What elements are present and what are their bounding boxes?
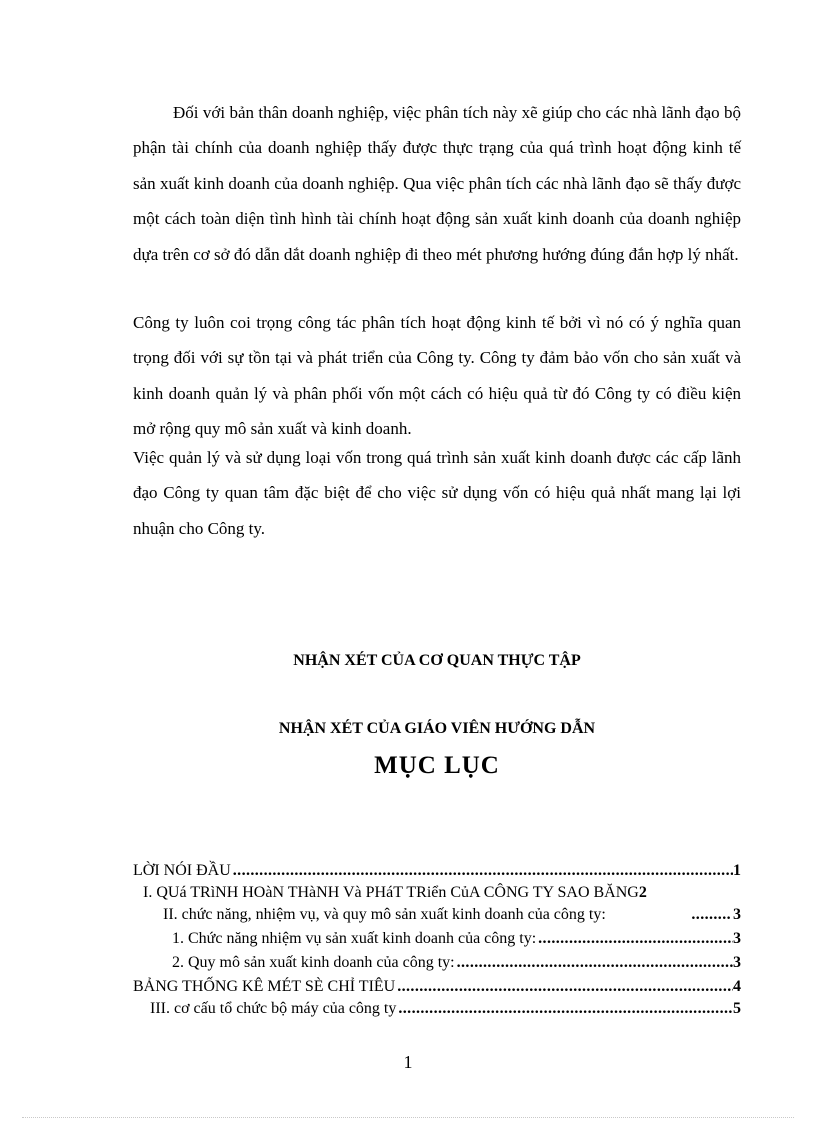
paragraph-capital-management: Việc quản lý và sử dụng loại vốn trong quá trình sản xuất kinh doanh được các cấp lãnh đạo Công ty quan tâm đặc biệt để cho việc sử dụng vốn có hiệu quả nhất mang lại lợi nhuận cho Công ty. — [133, 448, 741, 538]
toc-entry-title: LỜI NÓI ĐẦU — [133, 862, 231, 879]
toc-dot-leader — [396, 1000, 733, 1018]
paragraph-company-priority: Công ty luôn coi trọng công tác phân tích hoạt động kinh tế bởi vì nó có ý nghĩa quan trọng đối với sự tồn tại và phát triển của Công ty. Công ty đảm bảo vốn cho sản xuất và kinh doanh quản lý và phân phối vốn một cách có hiệu quả từ đó Công ty có điều kiện mở rộng quy mô sản xuất và kinh doanh. — [133, 313, 741, 439]
toc-entry-subsection-2-1[interactable] — [172, 926, 741, 948]
toc-entry-page: 3 — [733, 954, 741, 971]
toc-entry-title: BẢNG THỐNG KÊ MÉT SÈ CHỈ TIÊU — [133, 978, 396, 995]
heading-agency-review: NHẬN XÉT CỦA CƠ QUAN THỰC TẬP — [293, 652, 581, 669]
toc-entry-page: 1 — [733, 862, 741, 879]
toc-entry-page: 2 — [638, 884, 647, 901]
toc-entry-title: 1. Chức năng nhiệm vụ sản xuất kinh doanh của công ty: — [172, 930, 537, 947]
toc-dot-leader — [395, 978, 733, 996]
toc-dot-leader — [661, 906, 733, 924]
toc-entry-page: 5 — [733, 1000, 741, 1017]
toc-dot-leader — [455, 954, 733, 972]
toc-entry-page: 3 — [733, 930, 741, 947]
toc-entry-title: II. chức năng, nhiệm vụ, và quy mô sản xuất kinh doanh của công ty: — [163, 906, 606, 923]
page-bottom-border — [22, 1117, 794, 1118]
toc-dot-leader — [231, 862, 733, 880]
toc-entry-page: 3 — [733, 906, 741, 923]
toc-entry-page: 4 — [733, 978, 741, 995]
page-number: 1 — [403, 1052, 413, 1072]
toc-entry-title: III. cơ cấu tổ chức bộ máy của công ty — [150, 1000, 397, 1017]
heading-teacher-review: NHẬN XÉT CỦA GIÁO VIÊN HƯỚNG DẪN — [278, 720, 596, 737]
toc-entry-statistics-table[interactable] — [133, 974, 741, 996]
toc-entry-title: I. QUá TRìNH HOàN THàNH Và PHáT TRiển CủA CÔNG TY SAO BĂNG — [143, 884, 639, 901]
toc-entry-subsection-2-2[interactable] — [172, 950, 741, 972]
toc-entry-section-3[interactable] — [150, 996, 741, 1018]
heading-table-of-contents: MỤC LỤC — [374, 752, 500, 779]
toc-entry-section-2[interactable] — [163, 902, 741, 924]
toc-dot-leader — [536, 930, 733, 948]
paragraph-analysis-benefit: Đối với bản thân doanh nghiệp, việc phân tích này xẽ giúp cho các nhà lãnh đạo bộ phận tài chính của doanh nghiệp thấy được thực trạng của quá trình hoạt động kinh tế sản xuất kinh doanh của doanh nghiệp. Qua việc phân tích các nhà lãnh đạo sẽ thấy được một cách toàn diện tình hình tài chính hoạt động sản xuất kinh doanh của doanh nghiệp dựa trên cơ sở đó dẫn dắt doanh nghiệp đi theo mét phương hướng đúng đắn hợp lý nhất. — [133, 103, 741, 264]
toc-entry-preface[interactable] — [133, 858, 741, 880]
toc-entry-title: 2. Quy mô sản xuất kinh doanh của công ty: — [172, 954, 455, 971]
toc-entry-section-1[interactable] — [143, 880, 741, 902]
